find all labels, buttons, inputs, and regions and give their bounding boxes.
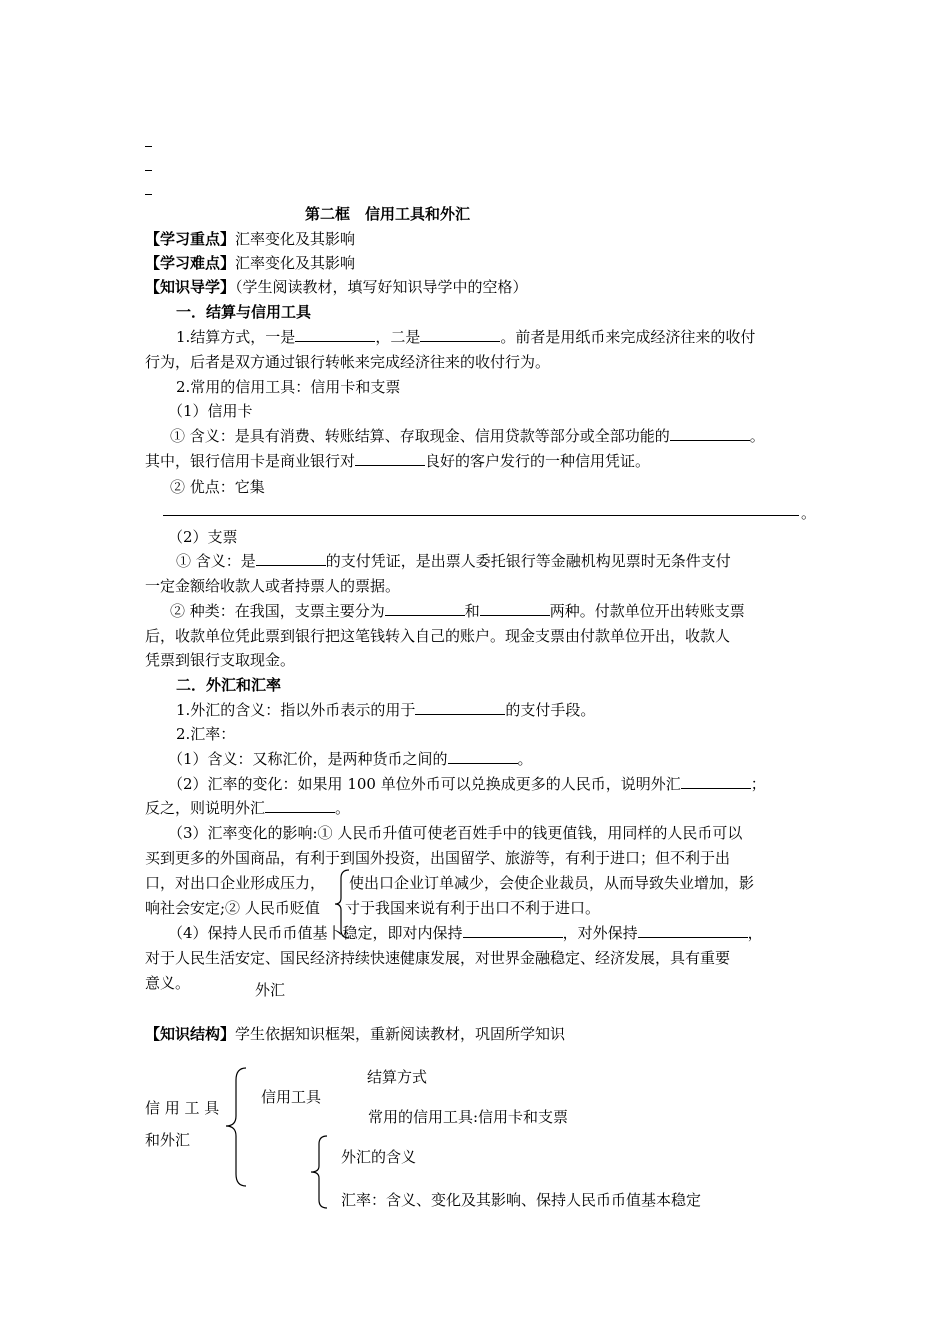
impact-line-3b: 使出口企业订单减少，会使企业裁员，从而导致失业增加，影 bbox=[349, 874, 755, 892]
impact-line-4b: 寸于我国来说有利于出口不利于进口。 bbox=[345, 899, 601, 917]
tree-brace-root bbox=[224, 1066, 248, 1188]
cheque-meaning: ① 含义：是 的支付凭证，是出票人委托银行等金融机构见票时无条件支付 bbox=[176, 552, 731, 570]
blank-field bbox=[355, 451, 425, 466]
tree-brace-fx bbox=[309, 1134, 329, 1210]
tree-leaf-fx-meaning: 外汇的含义 bbox=[341, 1148, 417, 1166]
blank-field bbox=[415, 700, 505, 715]
impact-line-4a: 响社会安定;② 人民币贬值 bbox=[145, 899, 320, 917]
tree-leaf-rate: 汇率：含义、变化及其影响、保持人民币币值基本稳定 bbox=[341, 1191, 702, 1209]
tree-root-2: 和外汇 bbox=[145, 1131, 191, 1149]
blank-field bbox=[265, 798, 335, 813]
cheque-heading: （2）支票 bbox=[168, 528, 238, 546]
stable-line: （4）保持人民币币值基卜稳定，即对内保持 ，对外保持 ， bbox=[168, 924, 763, 942]
stable-line-2: 对于人民生活安定、国民经济持续快速健康发展，对世界金融稳定、经济发展，具有重要 bbox=[145, 949, 731, 967]
rate-heading: 2.汇率： bbox=[176, 725, 236, 743]
credit-card-meaning-2: 其中，银行信用卡是商业银行对 良好的客户发行的一种信用凭证。 bbox=[145, 452, 651, 470]
header-mark bbox=[145, 194, 152, 195]
focus-line bbox=[145, 229, 355, 249]
credit-card-heading: （1）信用卡 bbox=[168, 402, 253, 420]
cheque-types: ② 种类：在我国，支票主要分为 和 两种。付款单位开出转账支票 bbox=[170, 602, 745, 620]
header-mark bbox=[145, 170, 152, 171]
structure-line bbox=[145, 1024, 565, 1044]
impact-line-3a: 口，对出口企业形成压力， bbox=[145, 874, 326, 892]
focus-label: 【学习重点】 bbox=[145, 230, 236, 248]
credit-tools-line: 2.常用的信用工具：信用卡和支票 bbox=[176, 378, 401, 396]
blank-field bbox=[670, 426, 750, 441]
cheque-meaning-2: 一定金额给收款人或者持票人的票据。 bbox=[145, 577, 401, 595]
difficulty-line bbox=[145, 253, 355, 273]
tree-leaf-tools: 常用的信用工具:信用卡和支票 bbox=[368, 1108, 569, 1126]
difficulty-text: 汇率变化及其影响 bbox=[235, 254, 356, 272]
guide-text: （学生阅读教材，填写好知识导学中的空格） bbox=[235, 278, 528, 296]
blank-field bbox=[480, 601, 550, 616]
tree-root-1: 信 用 工 具 bbox=[145, 1099, 220, 1117]
answer-line-end: 。 bbox=[801, 504, 817, 522]
difficulty-label: 【学习难点】 bbox=[145, 254, 236, 272]
blank-field bbox=[681, 774, 751, 789]
structure-label: 【知识结构】 bbox=[145, 1025, 236, 1043]
blank-field bbox=[638, 923, 748, 938]
blank-field bbox=[385, 601, 465, 616]
header-mark bbox=[145, 146, 152, 147]
blank-field bbox=[420, 327, 500, 342]
settlement-line: 1.结算方式，一是 ，二是 。前者是用纸币来完成经济往来的收付 bbox=[176, 328, 756, 346]
section2-heading: 二．外汇和汇率 bbox=[176, 676, 282, 694]
stable-line-3: 意义。 bbox=[145, 974, 191, 992]
focus-text: 汇率变化及其影响 bbox=[235, 230, 356, 248]
blank-field bbox=[295, 327, 375, 342]
stray-label: 外汇 bbox=[255, 981, 286, 999]
cheque-types-2: 后，收款单位凭此票到银行把这笔钱转入自己的账户。现金支票由付款单位开出，收款人 bbox=[145, 627, 731, 645]
answer-line bbox=[163, 515, 799, 516]
credit-card-meaning: ① 含义：是具有消费、转账结算、存取现金、信用贷款等部分或全部功能的 。 bbox=[170, 427, 765, 445]
settlement-line-2: 行为，后者是双方通过银行转帐来完成经济往来的收付行为。 bbox=[145, 353, 551, 371]
rate-change: （2）汇率的变化：如果用 100 单位外币可以兑换成更多的人民币，说明外汇 ； bbox=[168, 775, 766, 793]
fx-meaning: 1.外汇的含义：指以外币表示的用于 的支付手段。 bbox=[176, 701, 596, 719]
structure-text: 学生依据知识框架，重新阅读教材，巩固所学知识 bbox=[235, 1025, 566, 1043]
tree-leaf-settlement: 结算方式 bbox=[367, 1068, 428, 1086]
guide-label: 【知识导学】 bbox=[145, 278, 236, 296]
rate-change-2: 反之，则说明外汇 。 bbox=[145, 799, 351, 817]
credit-card-advantage: ② 优点：它集 bbox=[170, 478, 265, 496]
page-title: 第二框 信用工具和外汇 bbox=[305, 205, 471, 223]
blank-field bbox=[463, 923, 563, 938]
impact-line-2: 买到更多的外国商品，有利于到国外投资，出国留学、旅游等，有利于进口；但不利于出 bbox=[145, 849, 731, 867]
blank-field bbox=[256, 551, 326, 566]
blank-field bbox=[448, 749, 518, 764]
cheque-types-3: 凭票到银行支取现金。 bbox=[145, 651, 296, 669]
rate-meaning: （1）含义：又称汇价，是两种货币之间的 。 bbox=[168, 750, 533, 768]
tree-branch-credit: 信用工具 bbox=[261, 1088, 322, 1106]
section1-heading: 一．结算与信用工具 bbox=[176, 303, 312, 321]
impact-line-1: （3）汇率变化的影响:① 人民币升值可使老百姓手中的钱更值钱，用同样的人民币可以 bbox=[168, 824, 743, 842]
guide-line bbox=[145, 277, 528, 297]
